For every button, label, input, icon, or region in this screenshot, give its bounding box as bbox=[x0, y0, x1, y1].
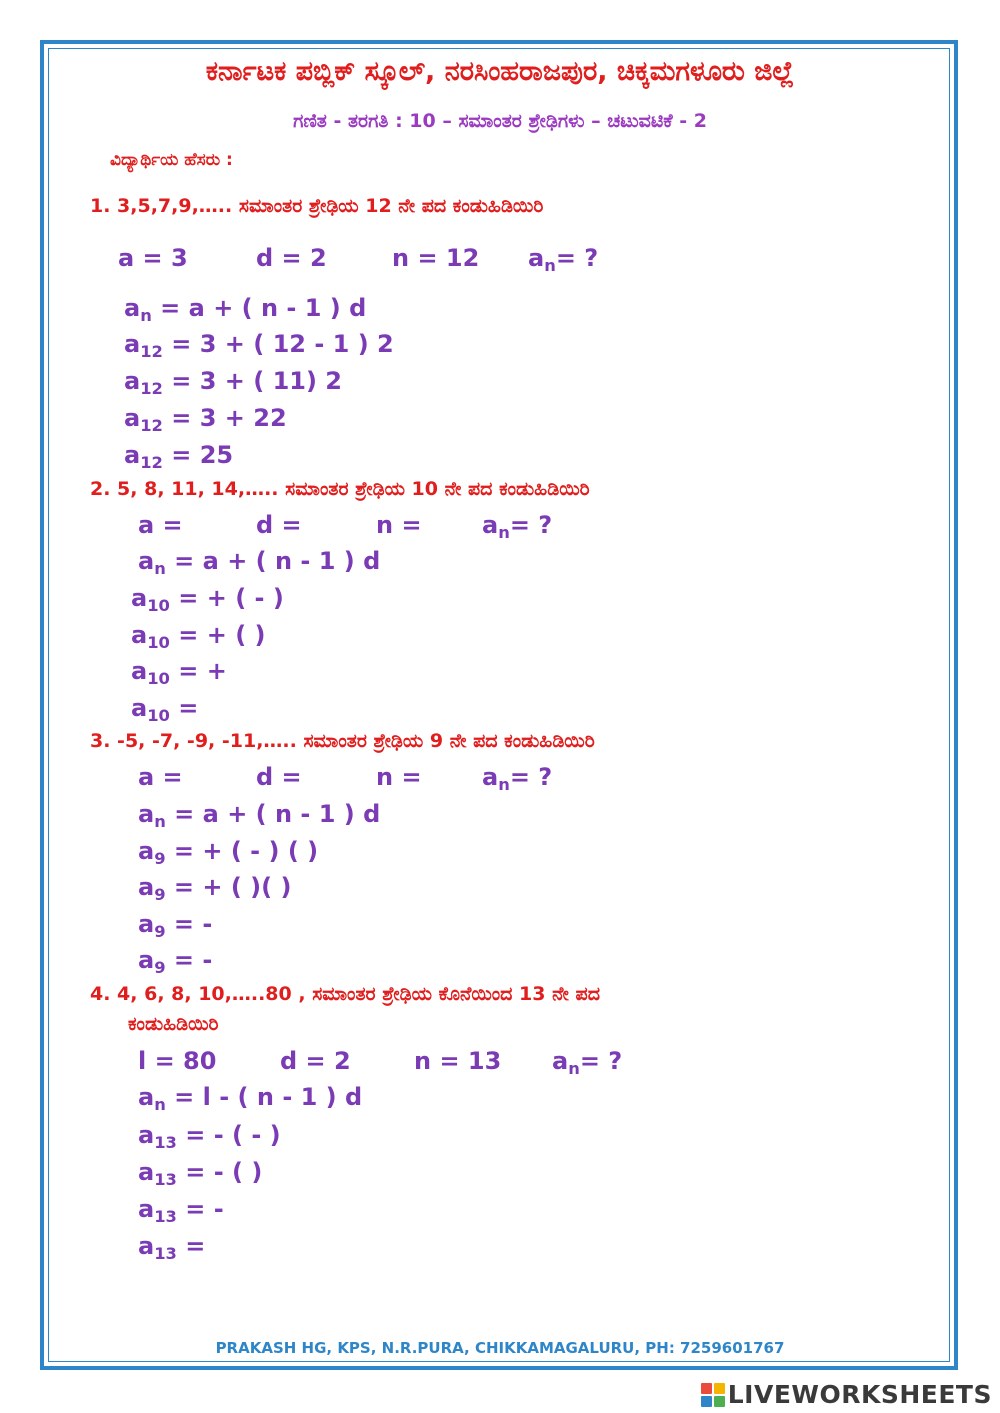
symbol-a: a bbox=[482, 763, 499, 791]
school-title: ಕರ್ನಾಟಕ ಪಬ್ಲಿಕ್ ಸ್ಕೂಲ್, ನರಸಿಂಹರಾಜಪುರ, ಚಿಕ್ಕಮಗಳೂರು ಜಿಲ್ಲೆ bbox=[205, 56, 795, 87]
question-2-prompt: 2. 5, 8, 11, 14,….. ಸಮಾಂತರ ಶ್ರೇಢಿಯ 10 ನೇ ಪದ ಕಂಡುಹಿಡಿಯಿರಿ bbox=[90, 478, 590, 500]
q2-step-1 bbox=[138, 547, 380, 578]
q2-given-an bbox=[482, 511, 552, 542]
symbol-a: a bbox=[124, 404, 141, 432]
step-expression: = a + ( n - 1 ) d bbox=[165, 800, 381, 828]
symbol-a: a bbox=[124, 294, 141, 322]
symbol-a: a bbox=[124, 330, 141, 358]
subscript: 10 bbox=[147, 668, 170, 688]
symbol-a: a bbox=[138, 1195, 155, 1223]
symbol-a: a bbox=[138, 1232, 155, 1260]
symbol-a: a bbox=[138, 800, 155, 828]
subscript: 9 bbox=[154, 957, 166, 977]
subscript: n bbox=[544, 255, 556, 275]
step-expression: = + ( - ) bbox=[169, 584, 284, 612]
subscript: n bbox=[498, 522, 510, 542]
step-expression: = a + ( n - 1 ) d bbox=[165, 547, 381, 575]
symbol-a: a bbox=[124, 441, 141, 469]
step-expression: = - ( - ) bbox=[176, 1121, 281, 1149]
step-expression: = 3 + 22 bbox=[162, 404, 287, 432]
step-expression: = 25 bbox=[162, 441, 234, 469]
q2-given-n: n = bbox=[376, 511, 422, 539]
symbol-a: a bbox=[131, 621, 148, 649]
question-1-prompt: 1. 3,5,7,9,….. ಸಮಾಂತರ ಶ್ರೇಢಿಯ 12 ನೇ ಪದ ಕಂಡುಹಿಡಿಯಿರಿ bbox=[90, 195, 544, 217]
q2-step-3 bbox=[131, 621, 265, 652]
subscript: 12 bbox=[140, 341, 163, 361]
step-expression: = - bbox=[165, 946, 213, 974]
step-expression: = - bbox=[176, 1195, 224, 1223]
liveworksheets-text: LIVEWORKSHEETS bbox=[727, 1380, 992, 1409]
q3-given-an bbox=[482, 763, 552, 794]
symbol-a: a bbox=[124, 367, 141, 395]
author-footer: PRAKASH HG, KPS, N.R.PURA, CHIKKAMAGALURU, PH: 7259601767 bbox=[215, 1339, 785, 1357]
step-expression: = + bbox=[169, 657, 227, 685]
q1-given-n: n = 12 bbox=[392, 244, 480, 272]
subscript: 10 bbox=[147, 705, 170, 725]
equals-question: = ? bbox=[555, 244, 599, 272]
step-expression: = + ( )( ) bbox=[165, 873, 292, 901]
symbol-a: a bbox=[138, 910, 155, 938]
student-name-label: ವಿದ್ಯಾರ್ಥಿಯ ಹೆಸರು : bbox=[110, 150, 233, 170]
subscript: 13 bbox=[154, 1169, 177, 1189]
q1-step-1 bbox=[124, 294, 366, 325]
equals-question: = ? bbox=[509, 763, 553, 791]
q1-given-an bbox=[528, 244, 598, 275]
subscript: n bbox=[498, 774, 510, 794]
subscript: n bbox=[140, 305, 152, 325]
question-4-prompt-line-2: ಕಂಡುಹಿಡಿಯಿರಿ bbox=[128, 1013, 219, 1035]
symbol-a: a bbox=[138, 1121, 155, 1149]
symbol-a: a bbox=[131, 657, 148, 685]
subscript: 12 bbox=[140, 378, 163, 398]
q3-given-d: d = bbox=[256, 763, 302, 791]
subscript: 9 bbox=[154, 921, 166, 941]
symbol-a: a bbox=[138, 1158, 155, 1186]
subscript: n bbox=[154, 1094, 166, 1114]
symbol-a: a bbox=[552, 1047, 569, 1075]
subscript: n bbox=[154, 558, 166, 578]
q2-given-d: d = bbox=[256, 511, 302, 539]
subscript: 13 bbox=[154, 1243, 177, 1263]
subscript: 13 bbox=[154, 1132, 177, 1152]
subscript: 13 bbox=[154, 1206, 177, 1226]
step-expression: = - bbox=[165, 910, 213, 938]
symbol-a: a bbox=[138, 837, 155, 865]
q3-step-2 bbox=[138, 837, 318, 868]
liveworksheets-logo[interactable] bbox=[701, 1380, 992, 1409]
q1-step-3 bbox=[124, 367, 342, 398]
step-expression: = a + ( n - 1 ) d bbox=[151, 294, 367, 322]
step-expression: = 3 + ( 12 - 1 ) 2 bbox=[162, 330, 394, 358]
symbol-a: a bbox=[138, 873, 155, 901]
q4-step-2 bbox=[138, 1121, 281, 1152]
q3-step-1 bbox=[138, 800, 380, 831]
symbol-a: a bbox=[482, 511, 499, 539]
q4-step-5 bbox=[138, 1232, 205, 1263]
q4-step-4 bbox=[138, 1195, 224, 1226]
q1-given-a: a = 3 bbox=[118, 244, 188, 272]
subscript: 12 bbox=[140, 452, 163, 472]
step-expression: = + ( - ) ( ) bbox=[165, 837, 319, 865]
subscript: 9 bbox=[154, 884, 166, 904]
subscript: 10 bbox=[147, 632, 170, 652]
step-expression: = + ( ) bbox=[169, 621, 266, 649]
q4-step-3 bbox=[138, 1158, 262, 1189]
q4-step-1 bbox=[138, 1083, 362, 1114]
subscript: 9 bbox=[154, 848, 166, 868]
question-3-prompt: 3. -5, -7, -9, -11,….. ಸಮಾಂತರ ಶ್ರೇಢಿಯ 9 ನೇ ಪದ ಕಂಡುಹಿಡಿಯಿರಿ bbox=[90, 730, 595, 752]
symbol-a: a bbox=[131, 694, 148, 722]
symbol-a: a bbox=[138, 946, 155, 974]
step-expression: = 3 + ( 11) 2 bbox=[162, 367, 342, 395]
q4-given-n: n = 13 bbox=[414, 1047, 502, 1075]
subscript: 10 bbox=[147, 595, 170, 615]
q2-given-a: a = bbox=[138, 511, 183, 539]
equals-question: = ? bbox=[509, 511, 553, 539]
q4-given-l: l = 80 bbox=[138, 1047, 217, 1075]
q1-step-5 bbox=[124, 441, 233, 472]
subscript: 12 bbox=[140, 415, 163, 435]
step-expression: = bbox=[169, 694, 199, 722]
q3-step-5 bbox=[138, 946, 212, 977]
step-expression: = bbox=[176, 1232, 206, 1260]
equals-question: = ? bbox=[579, 1047, 623, 1075]
symbol-a: a bbox=[138, 1083, 155, 1111]
q2-step-5 bbox=[131, 694, 198, 725]
q1-step-4 bbox=[124, 404, 287, 435]
q1-step-2 bbox=[124, 330, 394, 361]
step-expression: = l - ( n - 1 ) d bbox=[165, 1083, 363, 1111]
symbol-a: a bbox=[131, 584, 148, 612]
q3-given-a: a = bbox=[138, 763, 183, 791]
q3-step-3 bbox=[138, 873, 291, 904]
question-4-prompt-line-1: 4. 4, 6, 8, 10,…..80 , ಸಮಾಂತರ ಶ್ರೇಢಿಯ ಕೊನೆಯಿಂದ 13 ನೇ ಪದ bbox=[90, 983, 600, 1005]
subscript: n bbox=[568, 1058, 580, 1078]
step-expression: = - ( ) bbox=[176, 1158, 263, 1186]
q4-given-an bbox=[552, 1047, 622, 1078]
symbol-a: a bbox=[138, 547, 155, 575]
q3-step-4 bbox=[138, 910, 212, 941]
worksheet-subtitle: ಗಣಿತ - ತರಗತಿ : 10 – ಸಮಾಂತರ ಶ್ರೇಢಿಗಳು – ಚಟುವಟಿಕೆ - 2 bbox=[293, 110, 707, 132]
q4-given-d: d = 2 bbox=[280, 1047, 351, 1075]
q2-step-2 bbox=[131, 584, 284, 615]
q2-step-4 bbox=[131, 657, 227, 688]
q1-given-d: d = 2 bbox=[256, 244, 327, 272]
symbol-a: a bbox=[528, 244, 545, 272]
q3-given-n: n = bbox=[376, 763, 422, 791]
liveworksheets-icon bbox=[701, 1383, 725, 1407]
subscript: n bbox=[154, 811, 166, 831]
